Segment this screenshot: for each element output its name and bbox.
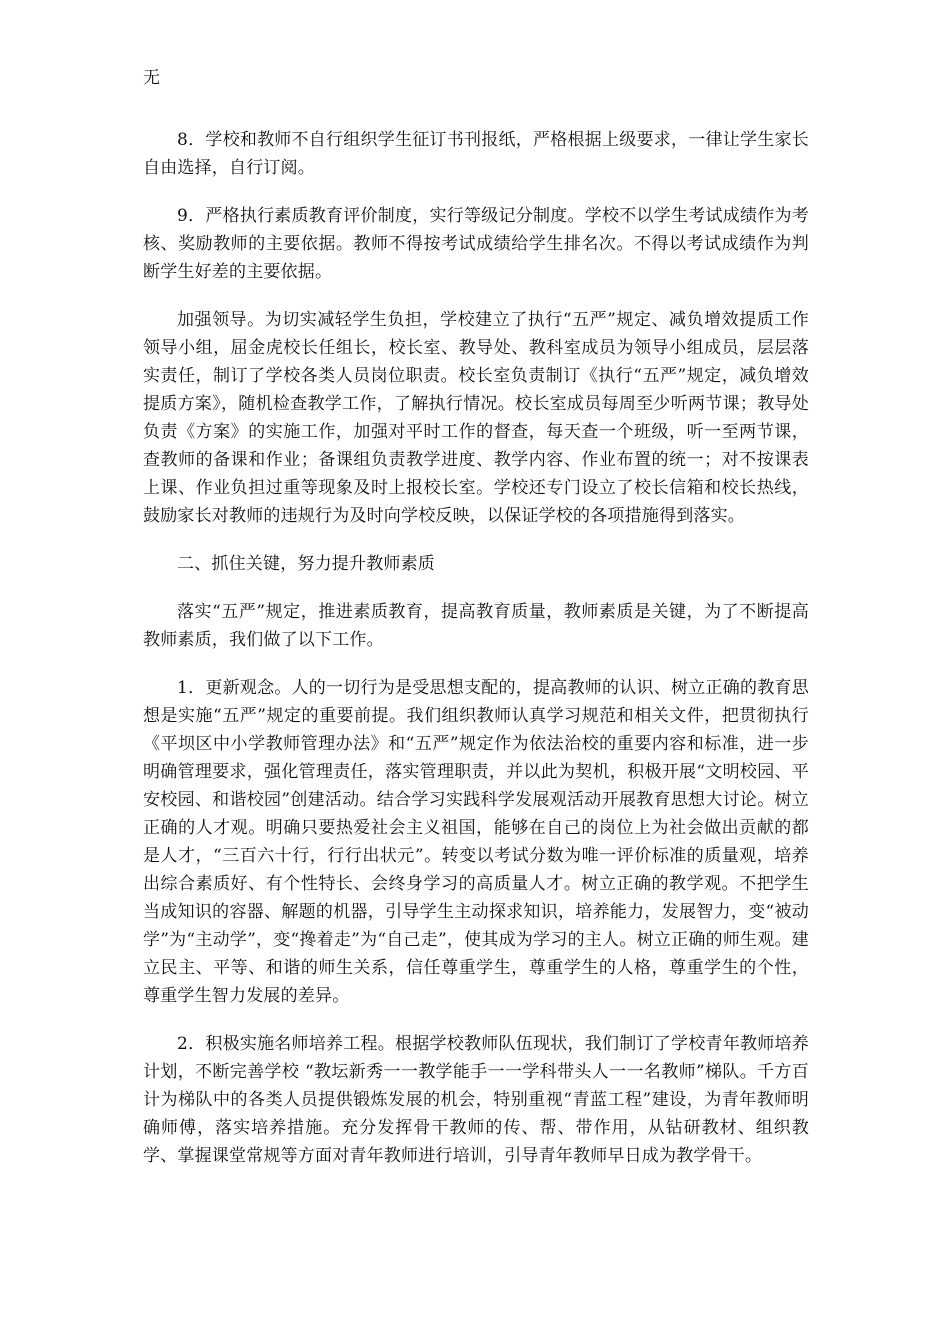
- section-heading-2: 二、抓住关键，努力提升教师素质: [177, 554, 435, 574]
- paragraph-item-8: 8．学校和教师不自行组织学生征订书刊报纸，严格根据上级要求，一律让学生家长自由选择，自行订阅。: [143, 130, 809, 178]
- paragraph-item-9: 9．严格执行素质教育评价制度，实行等级记分制度。学校不以学生考试成绩作为考核、奖励教师的主要依据。教师不得按考试成绩给学生排名次。不得以考试成绩作为判断学生好差的主要依据。: [143, 206, 809, 282]
- paragraph-master-teacher-project: 2．积极实施名师培养工程。根据学校教师队伍现状，我们制订了学校青年教师培养计划，不断完善学校 “教坛新秀一一教学能手一一学科带头人一一名教师”梯队。千方百计为梯队中的各类人员提供锻炼发展的机会，特别重视“青蓝工程”建设，为青年教师明确师傅，落实培养措施。充分发挥骨干教师的传、帮、带作用，从钻研教材、组织教学、掌握课堂常规等方面对青年教师进行培训，引导青年教师早日成为教学骨干。: [143, 1034, 809, 1166]
- paragraph-strengthen-leadership: 加强领导。为切实减轻学生负担，学校建立了执行“五严”规定、减负增效提质工作领导小组，屈金虎校长任组长，校长室、教导处、教科室成员为领导小组成员，层层落实责任，制订了学校各类人员岗位职责。校长室负责制订《执行“五严”规定，减负增效提质方案》，随机检查教学工作，了解执行情况。校长室成员每周至少听两节课；教导处负责《方案》的实施工作，加强对平时工作的督查，每天查一个班级，听一至两节课，查教师的备课和作业；备课组负责教学进度、教学内容、作业布置的统一；对不按课表上课、作业负担过重等现象及时上报校长室。学校还专门设立了校长信箱和校长热线，鼓励家长对教师的违规行为及时向学校反映，以保证学校的各项措施得到落实。: [143, 310, 809, 526]
- paragraph-intro-teacher-quality: 落实“五严”规定，推进素质教育，提高教育质量，教师素质是关键，为了不断提高教师素质，我们做了以下工作。: [143, 602, 809, 650]
- document-body: [143, 126, 809, 1190]
- paragraph-update-concepts: 1．更新观念。人的一切行为是受思想支配的，提高教师的认识、树立正确的教育思想是实施“五严”规定的重要前提。我们组织教师认真学习规范和相关文件，把贯彻执行《平坝区中小学教师管理办法》和“五严”规定作为依法治校的重要内容和标准，进一步明确管理要求，强化管理责任，落实管理职责，并以此为契机，积极开展“文明校园、平安校园、和谐校园”创建活动。结合学习实践科学发展观活动开展教育思想大讨论。树立正确的人才观。明确只要热爱社会主义祖国，能够在自己的岗位上为社会做出贡献的都是人才，“三百六十行，行行出状元”。转变以考试分数为唯一评价标准的质量观，培养出综合素质好、有个性特长、会终身学习的高质量人才。树立正确的教学观。不把学生当成知识的容器、解题的机器，引导学生主动探求知识，培养能力，发展智力，变“被动学”为“主动学”，变“搀着走”为“自己走”，使其成为学习的主人。树立正确的师生观。建立民主、平等、和谐的师生关系，信任尊重学生，尊重学生的人格，尊重学生的个性，尊重学生智力发展的差异。: [143, 678, 809, 1006]
- page-header: 无: [143, 68, 160, 88]
